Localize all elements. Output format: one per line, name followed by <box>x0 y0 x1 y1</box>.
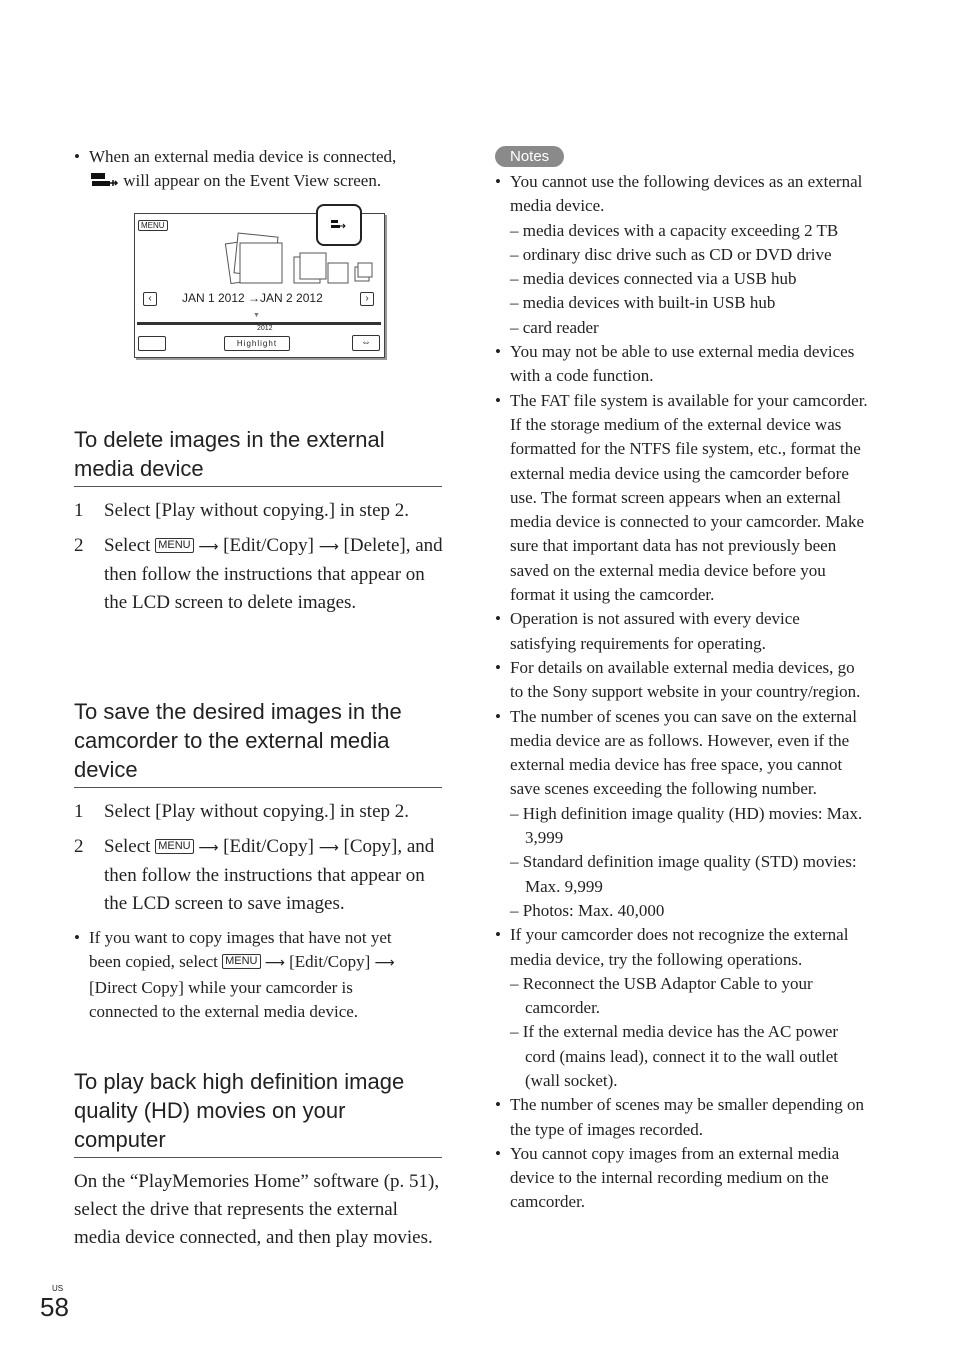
section-heading-save: To save the desired images in the camcorder to the external media device <box>74 697 442 788</box>
notes-list <box>495 170 870 1215</box>
timeline-marker-icon: ▼ <box>253 311 260 319</box>
note-subitem: – media devices with built-in USB hub <box>510 291 870 315</box>
prev-arrow-button[interactable]: ‹ <box>143 292 157 306</box>
note-item: • The FAT file system is available for your camcorder. If the storage medium of the external device was formatted for the NTFS file system, etc., format the external media device using the camcorder before use. The format screen appears when an external media device is connected to your camcorder. Make sure that important data has not previously been saved on the external media device before you format it using the camcorder. <box>495 389 870 608</box>
note-item: • You cannot use the following devices as an external media device. <box>495 170 870 219</box>
section-heading-playback: To play back high definition image quality (HD) movies on your computer <box>74 1067 442 1158</box>
highlight-label: Highlight <box>236 339 278 348</box>
timeline-year: 2012 <box>257 325 273 332</box>
event-view-screen <box>134 213 385 358</box>
arrow-icon: ⟶ <box>264 955 285 972</box>
note-item: • You cannot copy images from an external media device to the internal recording medium on the camcorder. <box>495 1142 870 1215</box>
note-subitem: – High definition image quality (HD) movies: Max. 3,999 <box>510 802 870 851</box>
notes-label: Notes <box>495 146 564 167</box>
highlight-button[interactable] <box>224 336 290 351</box>
note-item: • If your camcorder does not recognize the external media device, try the following operations. <box>495 923 870 972</box>
menu-button-icon: MENU <box>222 954 260 969</box>
menu-button-icon: MENU <box>155 839 193 854</box>
arrow-icon: ⟶ <box>198 840 219 856</box>
note-item: • The number of scenes may be smaller depending on the type of images recorded. <box>495 1093 870 1142</box>
note-subitem: – If the external media device has the AC power cord (mains lead), connect it to the wall outlet (wall socket). <box>510 1020 870 1093</box>
section2-note: • If you want to copy images that have not yet been copied, select MENU ⟶ [Edit/Copy] ⟶ [Direct Copy] while your camcorder is connected to the external media device. <box>74 926 419 1024</box>
note-subitem: – media devices connected via a USB hub <box>510 267 870 291</box>
arrow-icon: ⟶ <box>318 840 339 856</box>
menu-button-icon: MENU <box>155 538 193 553</box>
note-subitem: – card reader <box>510 316 870 340</box>
note-subitem: – Photos: Max. 40,000 <box>510 899 870 923</box>
note-subitem: – media devices with a capacity exceeding 2 TB <box>510 219 870 243</box>
note-item: • The number of scenes you can save on the external media device are as follows. However, even if the external media device has free space, you cannot save scenes exceeding the following number. <box>495 705 870 802</box>
bullet: • <box>74 147 80 166</box>
arrow-icon: ⟶ <box>374 955 395 972</box>
section3-body: On the “PlayMemories Home” software (p. 51), select the drive that represents the external media device connected, and then play movies. <box>74 1171 440 1248</box>
top-note-line1: When an external media device is connected, <box>89 147 397 166</box>
note-item: • You may not be able to use external media devices with a code function. <box>495 340 870 389</box>
section-heading-delete: To delete images in the external media device <box>74 425 442 487</box>
note-item: • For details on available external media devices, go to the Sony support website in your country/region. <box>495 656 870 705</box>
page-number: 58 <box>40 1292 69 1322</box>
usb-indicator-highlight[interactable] <box>316 204 362 246</box>
region-label: US <box>52 1284 64 1293</box>
note-subitem: – ordinary disc drive such as CD or DVD drive <box>510 243 870 267</box>
playback-mode-button[interactable] <box>138 336 166 351</box>
arrow-icon: ⟶ <box>318 539 339 555</box>
note-item: • Operation is not assured with every device satisfying requirements for operating. <box>495 607 870 656</box>
view-toggle-button[interactable]: ⇔ <box>352 335 380 351</box>
usb-device-icon <box>89 170 119 190</box>
note-subitem: – Reconnect the USB Adaptor Cable to your camcorder. <box>510 972 870 1021</box>
arrow-icon: ⟶ <box>198 539 219 555</box>
top-note <box>74 145 444 193</box>
next-arrow-button[interactable]: › <box>360 292 374 306</box>
menu-button[interactable]: MENU <box>138 220 168 231</box>
date-range: JAN 1 2012 →JAN 2 2012 <box>182 291 323 305</box>
top-note-line2: will appear on the Event View screen. <box>123 171 382 190</box>
usb-device-icon <box>330 218 346 236</box>
note-subitem: – Standard definition image quality (STD) movies: Max. 9,999 <box>510 850 870 899</box>
